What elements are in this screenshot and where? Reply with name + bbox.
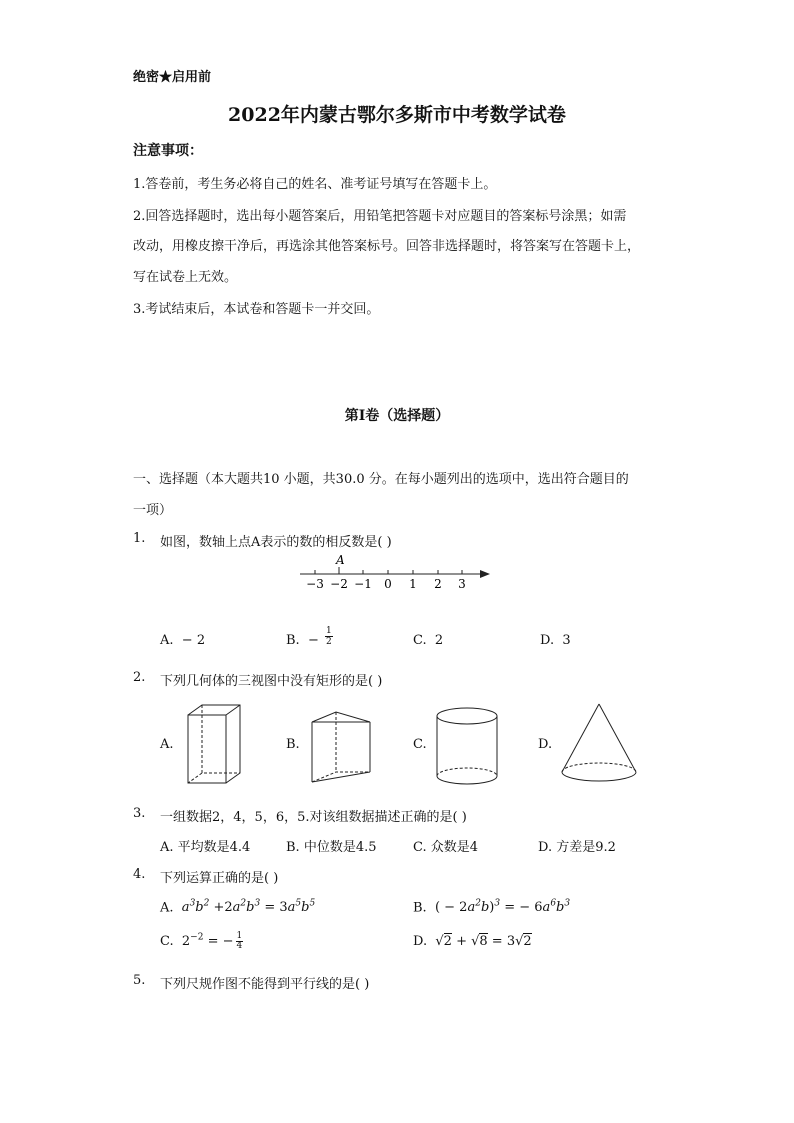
cylinder-figure bbox=[433, 704, 501, 788]
prism-top-triangle bbox=[312, 712, 370, 722]
note-1: 1.答卷前，考生务必将自己的姓名、准考证号填写在答题卡上。 bbox=[133, 177, 497, 192]
prism-top-edge bbox=[226, 705, 240, 715]
option-c-label: C. bbox=[413, 737, 427, 752]
question-number: 3. bbox=[133, 806, 146, 821]
option-c bbox=[160, 932, 243, 951]
option-b: B. 中位数是4.5 bbox=[286, 840, 377, 855]
question-number: 5. bbox=[133, 973, 146, 988]
option-label: D. bbox=[540, 633, 555, 648]
option-value: 3 bbox=[562, 633, 571, 648]
option-c bbox=[413, 633, 443, 648]
tick-label: 2 bbox=[434, 577, 442, 591]
option-d bbox=[540, 633, 571, 648]
cone-slant bbox=[562, 704, 599, 772]
question-text: 下列运算正确的是( ) bbox=[160, 871, 279, 886]
option-a bbox=[160, 899, 315, 915]
equation-d: √2 + √8 = 3√2 bbox=[435, 934, 532, 949]
option-label: A. bbox=[160, 900, 174, 916]
fraction-numerator: 1 bbox=[326, 626, 332, 636]
question-text: 如图，数轴上点A表示的数的相反数是( ) bbox=[160, 535, 392, 550]
option-a-label: A. bbox=[160, 737, 174, 752]
notes-heading: 注意事项： bbox=[133, 143, 203, 159]
option-label: B. bbox=[286, 633, 300, 648]
equation-b: ( − $2a^2b)^3$ = − $6a^6b^3$ bbox=[434, 899, 571, 916]
fraction-one-half bbox=[325, 626, 333, 647]
question-number: 4. bbox=[133, 867, 146, 882]
point-a-label: A bbox=[336, 553, 345, 567]
rectangular-prism-figure bbox=[184, 703, 246, 787]
option-d: D. 方差是9.2 bbox=[538, 840, 616, 855]
arrow-head-icon bbox=[480, 570, 490, 578]
option-value: − 2 bbox=[181, 633, 206, 648]
option-a bbox=[160, 633, 205, 648]
cylinder-top bbox=[437, 708, 497, 724]
tick-label: 1 bbox=[409, 577, 417, 591]
prism-edge bbox=[312, 772, 370, 782]
tick-label: −1 bbox=[354, 577, 372, 591]
confidential-label: 绝密★启用前 bbox=[133, 70, 212, 85]
note-2-line-1: 2.回答选择题时，选出每小题答案后，用铅笔把答题卡对应题目的答案标号涂黑；如需 bbox=[133, 209, 627, 224]
option-label: B. bbox=[413, 900, 427, 916]
prism-hidden-edge bbox=[188, 773, 202, 783]
note-2-line-3: 写在试卷上无效。 bbox=[133, 270, 238, 285]
equation-a: $a^3b^2 +2a^2b^3 = 3a^5b^5$ bbox=[181, 899, 316, 916]
question-text: 下列几何体的三视图中没有矩形的是( ) bbox=[160, 674, 383, 689]
exam-title: 2022年内蒙古鄂尔多斯市中考数学试卷 bbox=[228, 104, 566, 126]
number-line-figure bbox=[295, 552, 495, 592]
equation-c: $2^{-2}$ = − $\frac{1}{4}$ bbox=[181, 931, 243, 951]
cone-base-front bbox=[562, 772, 636, 781]
question-number: 2. bbox=[133, 670, 146, 685]
triangular-prism-figure bbox=[308, 708, 376, 786]
option-a: A. 平均数是4.4 bbox=[160, 840, 251, 855]
part-instructions-line-2: 一项） bbox=[133, 503, 173, 518]
tick-label: −2 bbox=[330, 577, 348, 591]
option-label: D. bbox=[413, 934, 428, 949]
option-b-label: B. bbox=[286, 737, 300, 752]
note-3: 3.考试结束后，本试卷和答题卡一并交回。 bbox=[133, 302, 380, 317]
option-value: 2 bbox=[434, 633, 444, 648]
tick-label: −3 bbox=[306, 577, 324, 591]
cylinder-bottom-front bbox=[437, 776, 497, 784]
option-b bbox=[286, 626, 333, 647]
cylinder-bottom-back bbox=[437, 768, 497, 776]
question-number: 1. bbox=[133, 531, 146, 546]
cone-base-back bbox=[562, 763, 636, 772]
cone-slant bbox=[599, 704, 636, 772]
fraction-denominator: 2 bbox=[326, 637, 332, 647]
cone-figure bbox=[558, 700, 640, 788]
option-label: C. bbox=[413, 633, 427, 648]
option-d-label: D. bbox=[538, 737, 553, 752]
section-title: 第I卷（选择题） bbox=[344, 408, 450, 424]
prism-back-edges bbox=[188, 705, 240, 783]
note-2-line-2: 改动，用橡皮擦干净后，再选涂其他答案标号。回答非选择题时，将答案写在答题卡上， bbox=[133, 239, 641, 254]
option-d bbox=[413, 934, 532, 949]
question-text: 一组数据2，4，5，6，5.对该组数据描述正确的是( ) bbox=[160, 810, 467, 825]
part-instructions-line-1: 一、选择题（本大题共10 小题，共30.0 分。在每小题列出的选项中，选出符合题目的 bbox=[133, 472, 629, 487]
tick-label: 3 bbox=[458, 577, 466, 591]
option-c: C. 众数是4 bbox=[413, 840, 479, 855]
tick-label: 0 bbox=[384, 577, 392, 591]
option-label: A. bbox=[160, 633, 174, 648]
option-label: C. bbox=[160, 934, 174, 949]
option-b bbox=[413, 899, 570, 915]
question-text: 下列尺规作图不能得到平行线的是( ) bbox=[160, 977, 370, 992]
option-sign: − bbox=[307, 633, 319, 648]
